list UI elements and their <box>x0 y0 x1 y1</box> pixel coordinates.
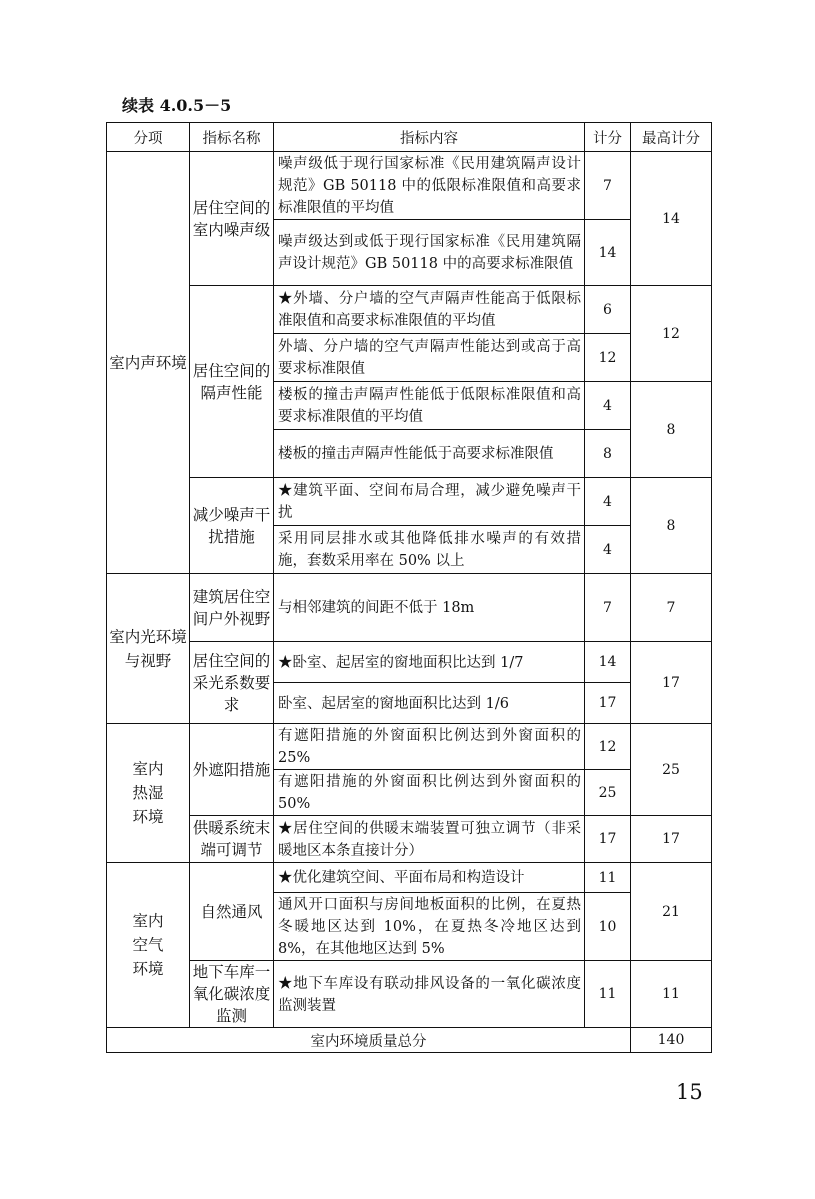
category-cell: 室内声环境 <box>107 152 190 574</box>
indicator-content-cell: 有遮阳措施的外窗面积比例达到外窗面积的 25% <box>274 724 585 770</box>
header-row <box>107 123 712 152</box>
max-score-cell: 8 <box>631 478 712 574</box>
indicator-name-cell: 自然通风 <box>190 863 274 961</box>
table-row <box>107 816 712 863</box>
table-row <box>107 642 712 683</box>
category-cell: 室内热湿环境 <box>107 724 190 863</box>
indicator-name-cell: 减少噪声干扰措施 <box>190 478 274 574</box>
max-score-cell: 17 <box>631 642 712 724</box>
score-cell: 12 <box>585 724 631 770</box>
indicator-name-cell: 居住空间的室内噪声级 <box>190 152 274 286</box>
score-cell: 7 <box>585 574 631 642</box>
indicator-content-cell: ★建筑平面、空间布局合理，减少避免噪声干扰 <box>274 478 585 526</box>
table-row <box>107 152 712 220</box>
total-value-cell: 140 <box>631 1028 712 1053</box>
max-score-cell: 17 <box>631 816 712 863</box>
score-cell: 25 <box>585 770 631 816</box>
table-row <box>107 286 712 334</box>
max-score-cell: 12 <box>631 286 712 382</box>
max-score-cell: 21 <box>631 863 712 961</box>
score-cell: 4 <box>585 382 631 430</box>
indicator-content-cell: ★地下车库设有联动排风设备的一氧化碳浓度监测装置 <box>274 961 585 1028</box>
score-cell: 12 <box>585 334 631 382</box>
page-number: 15 <box>676 1080 703 1104</box>
header-indicator-name: 指标名称 <box>190 123 274 152</box>
score-cell: 6 <box>585 286 631 334</box>
header-indicator-content: 指标内容 <box>274 123 585 152</box>
table-row <box>107 961 712 1028</box>
indicator-name-cell: 居住空间的隔声性能 <box>190 286 274 478</box>
total-label-cell: 室内环境质量总分 <box>107 1028 631 1053</box>
table-row <box>107 863 712 893</box>
indicator-content-cell: 噪声级达到或低于现行国家标准《民用建筑隔声设计规范》GB 50118 中的高要求标准限值 <box>274 220 585 286</box>
score-cell: 4 <box>585 478 631 526</box>
table-row <box>107 574 712 642</box>
table-row <box>107 724 712 770</box>
indicator-content-cell: ★优化建筑空间、平面布局和构造设计 <box>274 863 585 893</box>
table-row <box>107 478 712 526</box>
indoor-environment-score-table <box>106 122 712 1053</box>
score-cell: 8 <box>585 430 631 478</box>
score-cell: 11 <box>585 863 631 893</box>
score-cell: 7 <box>585 152 631 220</box>
max-score-cell: 8 <box>631 382 712 478</box>
max-score-cell: 11 <box>631 961 712 1028</box>
indicator-content-cell: 噪声级低于现行国家标准《民用建筑隔声设计规范》GB 50118 中的低限标准限值和高要求标准限值的平均值 <box>274 152 585 220</box>
score-cell: 17 <box>585 683 631 724</box>
total-row <box>107 1028 712 1053</box>
category-cell: 室内空气环境 <box>107 863 190 1028</box>
score-cell: 17 <box>585 816 631 863</box>
indicator-content-cell: 与相邻建筑的间距不低于 18m <box>274 574 585 642</box>
indicator-content-cell: ★外墙、分户墙的空气声隔声性能高于低限标准限值和高要求标准限值的平均值 <box>274 286 585 334</box>
header-category: 分项 <box>107 123 190 152</box>
max-score-cell: 25 <box>631 724 712 816</box>
indicator-content-cell: 采用同层排水或其他降低排水噪声的有效措施，套数采用率在 50% 以上 <box>274 526 585 574</box>
score-cell: 11 <box>585 961 631 1028</box>
indicator-name-cell: 供暖系统末端可调节 <box>190 816 274 863</box>
indicator-content-cell: ★居住空间的供暖末端装置可独立调节（非采暖地区本条直接计分） <box>274 816 585 863</box>
score-cell: 10 <box>585 893 631 961</box>
indicator-content-cell: ★卧室、起居室的窗地面积比达到 1/7 <box>274 642 585 683</box>
indicator-content-cell: 楼板的撞击声隔声性能低于高要求标准限值 <box>274 430 585 478</box>
indicator-name-cell: 地下车库一氧化碳浓度监测 <box>190 961 274 1028</box>
max-score-cell: 7 <box>631 574 712 642</box>
score-cell: 14 <box>585 642 631 683</box>
score-cell: 14 <box>585 220 631 286</box>
table-caption: 续表 4.0.5－5 <box>122 96 232 115</box>
category-cell: 室内光环境与视野 <box>107 574 190 724</box>
indicator-name-cell: 外遮阳措施 <box>190 724 274 816</box>
score-cell: 4 <box>585 526 631 574</box>
indicator-content-cell: 通风开口面积与房间地板面积的比例，在夏热冬暖地区达到 10%，在夏热冬冷地区达到 8%，在其他地区达到 5% <box>274 893 585 961</box>
indicator-name-cell: 居住空间的采光系数要求 <box>190 642 274 724</box>
indicator-content-cell: 卧室、起居室的窗地面积比达到 1/6 <box>274 683 585 724</box>
header-score: 计分 <box>585 123 631 152</box>
header-max-score: 最高计分 <box>631 123 712 152</box>
indicator-content-cell: 外墙、分户墙的空气声隔声性能达到或高于高要求标准限值 <box>274 334 585 382</box>
indicator-content-cell: 楼板的撞击声隔声性能低于低限标准限值和高要求标准限值的平均值 <box>274 382 585 430</box>
indicator-content-cell: 有遮阳措施的外窗面积比例达到外窗面积的 50% <box>274 770 585 816</box>
indicator-name-cell: 建筑居住空间户外视野 <box>190 574 274 642</box>
max-score-cell: 14 <box>631 152 712 286</box>
